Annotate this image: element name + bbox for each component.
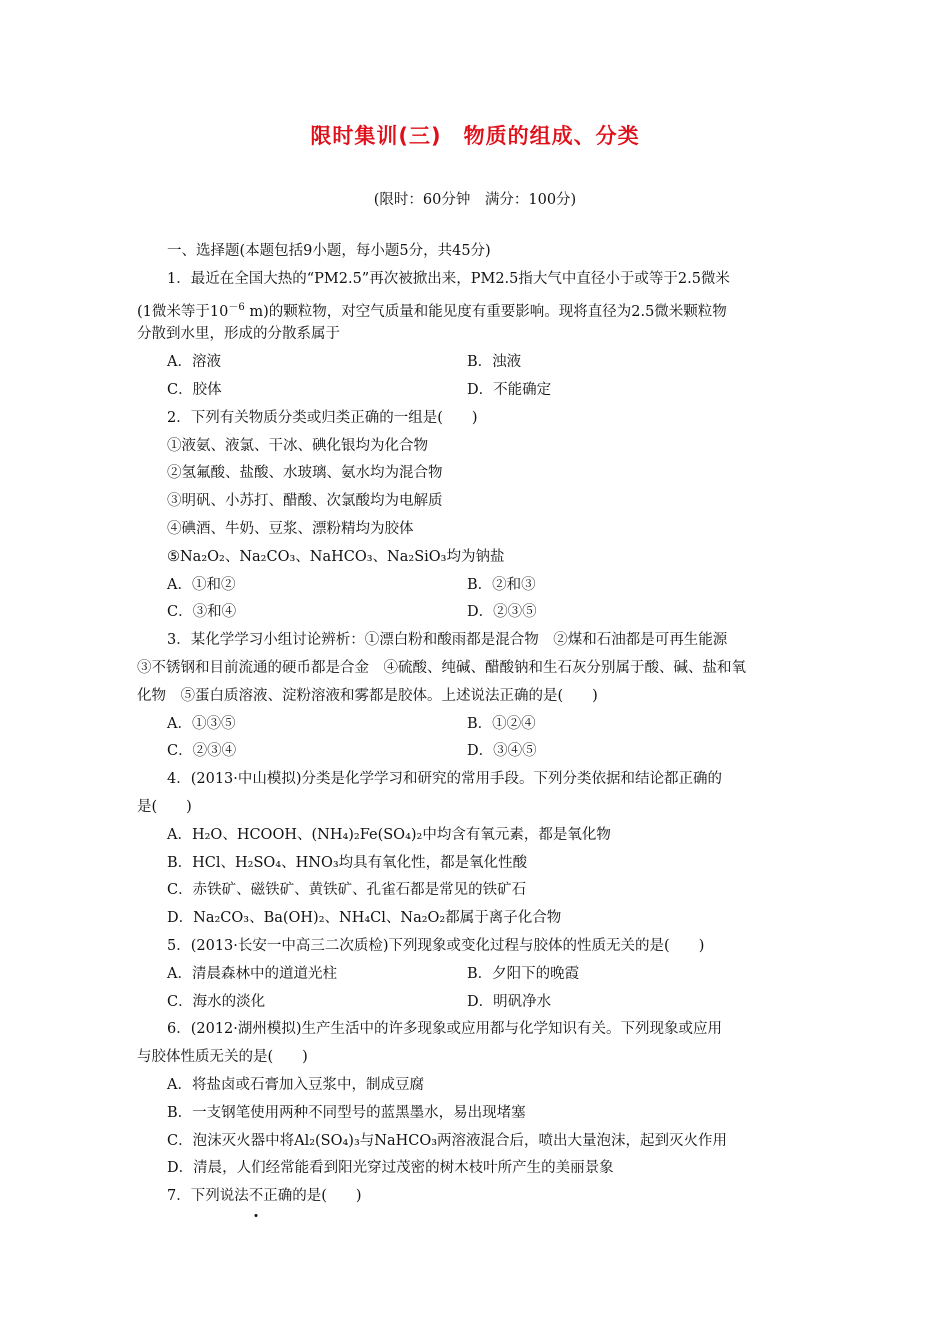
section-heading: 一、选择题(本题包括9小题，每小题5分，共45分)	[167, 243, 491, 259]
q7-stem: 7．下列说法不正确的是( )	[137, 1183, 817, 1211]
time-score-note: (限时：60分钟 满分：100分)	[373, 192, 577, 208]
q4-line2: 是( )	[137, 798, 192, 815]
q4-option-a: A．H₂O、HCOOH、(NH₄)₂Fe(SO₄)₂中均含有氧元素，都是氧化物	[167, 826, 611, 843]
q2-options-row2	[137, 599, 817, 627]
q6-option-d: D．清晨，人们经常能看到阳光穿过茂密的树木枝叶所产生的美丽景象	[167, 1160, 614, 1177]
q3-line1: 3．某化学学习小组讨论辨析：①漂白粉和酸雨都是混合物 ②煤和石油都是可再生能源	[167, 632, 728, 649]
q2-option-c: C．③和④	[167, 604, 237, 621]
q5-stem: 5．(2013·长安一中高三二次质检)下列现象或变化过程与胶体的性质无关的是( )	[167, 937, 705, 954]
q3-option-c: C．②③④	[167, 743, 237, 760]
q3-option-d: D．③④⑤	[467, 743, 537, 760]
q5-option-c: C．海水的淡化	[167, 993, 266, 1010]
q1-option-b: B．浊液	[467, 354, 522, 371]
q6-option-c: C．泡沫灭火器中将Al₂(SO₄)₃与NaHCO₃两溶液混合后，喷出大量泡沫，起到灭火作用	[167, 1132, 728, 1149]
q2-statement-3: ③明矾、小苏打、醋酸、次氯酸均为电解质	[167, 493, 443, 510]
q3-option-a: A．①③⑤	[167, 715, 236, 732]
q1-line3: 分散到水里，形成的分散系属于	[137, 326, 340, 343]
q1-line2: (1微米等于$10^{-6}$ m)的颗粒物，对空气质量和能见度有重要影响。现将直径为2.5微米颗粒物	[137, 301, 727, 320]
q6-line2: 与胶体性质无关的是( )	[137, 1049, 308, 1066]
q5-options-row1	[137, 961, 817, 989]
q2-options-row1	[137, 572, 817, 600]
q5-option-d: D．明矾净水	[467, 993, 552, 1010]
page-title: 限时集训(三) 物质的组成、分类	[310, 124, 640, 148]
q3-options-row2	[137, 738, 817, 766]
q1-options-row1	[137, 349, 817, 377]
q3-line2: ③不锈钢和目前流通的硬币都是合金 ④硫酸、纯碱、醋酸钠和生石灰分别属于酸、碱、盐和氧	[137, 659, 746, 676]
q1-line1: 1．最近在全国大热的“PM2.5”再次被掀出来，PM2.5指大气中直径小于或等于2.5微米	[167, 270, 730, 287]
q2-statement-4: ④碘酒、牛奶、豆浆、漂粉精均为胶体	[167, 520, 414, 537]
emphasis-dot-char: 不	[249, 1183, 264, 1211]
q5-options-row2	[137, 989, 817, 1017]
q5-option-a: A．清晨森林中的道道光柱	[167, 965, 337, 982]
q2-statement-1: ①液氨、液氯、干冰、碘化银均为化合物	[167, 437, 428, 454]
q6-option-b: B．一支钢笔使用两种不同型号的蓝黑墨水，易出现堵塞	[167, 1104, 526, 1121]
q2-option-a: A．①和②	[167, 576, 236, 593]
q4-option-b: B．HCl、H₂SO₄、HNO₃均具有氧化性，都是氧化性酸	[167, 854, 528, 871]
q2-statement-2: ②氢氟酸、盐酸、水玻璃、氨水均为混合物	[167, 465, 443, 482]
q1-option-c: C．胶体	[167, 381, 222, 398]
q2-statement-5: ⑤Na₂O₂、Na₂CO₃、NaHCO₃、Na₂SiO₃均为钠盐	[167, 548, 505, 565]
q3-option-b: B．①②④	[467, 715, 536, 732]
q3-line3: 化物 ⑤蛋白质溶液、淀粉溶液和雾都是胶体。上述说法正确的是( )	[137, 687, 598, 704]
q2-stem: 2．下列有关物质分类或归类正确的一组是( )	[167, 409, 478, 426]
question-content	[137, 238, 817, 1211]
q1-option-d: D．不能确定	[467, 381, 552, 398]
q6-line1: 6．(2012·湖州模拟)生产生活中的许多现象或应用都与化学知识有关。下列现象或应用	[167, 1021, 723, 1038]
q3-options-row1	[137, 711, 817, 739]
q4-option-c: C．赤铁矿、磁铁矿、黄铁矿、孔雀石都是常见的铁矿石	[167, 882, 527, 899]
q2-option-b: B．②和③	[467, 576, 536, 593]
q6-option-a: A．将盐卤或石膏加入豆浆中，制成豆腐	[167, 1076, 424, 1093]
q5-option-b: B．夕阳下的晚霞	[467, 965, 580, 982]
q4-line1: 4．(2013·中山模拟)分类是化学学习和研究的常用手段。下列分类依据和结论都正确的	[167, 771, 723, 788]
q1-options-row2	[137, 377, 817, 405]
q1-option-a: A．溶液	[167, 354, 221, 371]
q4-option-d: D．Na₂CO₃、Ba(OH)₂、NH₄Cl、Na₂O₂都属于离子化合物	[167, 910, 562, 927]
q2-option-d: D．②③⑤	[467, 604, 537, 621]
